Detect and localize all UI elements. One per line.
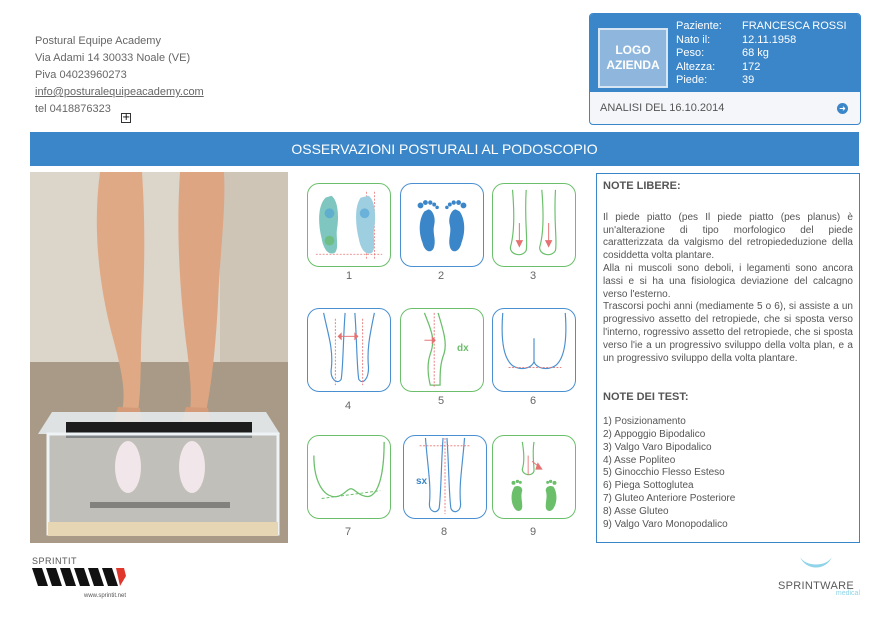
- test-thumbnail-2[interactable]: [400, 183, 484, 267]
- test-thumbnail-8[interactable]: [403, 435, 487, 519]
- sprintit-url: www.sprintit.net: [83, 593, 126, 599]
- patient-value: 172: [742, 60, 761, 73]
- test-thumbnail-6[interactable]: [492, 308, 576, 392]
- sprintware-sub: medical: [835, 590, 860, 597]
- thumbnail-number: 5: [437, 395, 445, 407]
- patient-value: FRANCESCA ROSSI: [742, 20, 847, 32]
- free-notes-title: NOTE LIBERE:: [603, 180, 681, 192]
- side-label-sx: sx: [416, 476, 428, 487]
- company-address: Via Adami 14 30033 Noale (VE): [35, 52, 191, 64]
- thumbnail-number: 4: [344, 400, 352, 412]
- heel-valgus-icon: [493, 184, 575, 266]
- sprintit-logo: [32, 556, 126, 600]
- thumbnail-number: 2: [437, 270, 445, 282]
- thumbnail-number: 6: [529, 395, 537, 407]
- company-info: [35, 33, 204, 118]
- test-thumbnail-3[interactable]: [492, 183, 576, 267]
- thumbnail-number: 9: [529, 526, 537, 538]
- footprint-pressure-icon: [308, 184, 390, 266]
- sprintit-brand: SPRINTIT: [32, 556, 78, 566]
- test-item: 7) Gluteo Anteriore Posteriore: [603, 492, 736, 504]
- free-notes-paragraph: Trascorsi pochi anni (mediamente 5 o 6), si assiste a un progressivo assetto del retropiede, che si sposta verso l'interno, rogressivo assetto del retropiede, che si sposta verso l'ie a un progressivo sviluppo della volta plan, e a un progressivo sviluppo della volta plantare.: [603, 301, 853, 364]
- expand-plus-icon[interactable]: +: [122, 112, 131, 123]
- patient-label: Piede:: [676, 74, 708, 86]
- test-thumbnail-4[interactable]: [307, 308, 391, 392]
- test-item: 2) Appoggio Bipodalico: [603, 428, 706, 440]
- patient-value: 12.11.1958: [742, 33, 797, 46]
- free-notes-paragraph: Alla ni muscoli sono deboli, i legamenti sono ancora lassi e si ha una fisiologica deviazione del calcagno verso l'esterno.: [603, 262, 853, 300]
- section-banner: OSSERVAZIONI POSTURALI AL PODOSCOPIO: [30, 132, 859, 166]
- monopodal-valgus-icon: [493, 436, 575, 518]
- test-item: 6) Piega Sottoglutea: [603, 480, 694, 492]
- test-notes-title: NOTE DEI TEST:: [603, 391, 689, 404]
- gluteal-profile-icon: [308, 436, 390, 518]
- test-thumbnail-5[interactable]: [400, 308, 484, 392]
- company-name: Postural Equipe Academy: [35, 35, 161, 47]
- test-item: 4) Asse Popliteo: [603, 454, 676, 466]
- podoscope-photo: [30, 172, 288, 543]
- sprintware-brand: SPRINTWARE: [778, 580, 854, 592]
- sprintware-logo: [772, 555, 860, 601]
- thumbnail-number: 3: [529, 270, 537, 282]
- arrow-right-icon[interactable]: ➜: [837, 103, 848, 114]
- gluteal-fold-icon: [493, 309, 575, 391]
- test-thumbnail-7[interactable]: [307, 435, 391, 519]
- test-item: 5) Ginocchio Flesso Esteso: [603, 467, 725, 479]
- sprintit-stripes-icon: [32, 566, 126, 588]
- free-notes-paragraph: Il piede piatto (pes Il piede piatto (pes planus) è un'alterazione di tipo morfologico del piede caratterizzata da valgismo del retropiededuzione della cosiddetta volta plantare.: [603, 211, 853, 262]
- test-item: 1) Posizionamento: [603, 416, 686, 428]
- company-email-link[interactable]: info@posturalequipeacademy.com: [35, 86, 204, 98]
- side-label-dx: dx: [457, 343, 469, 354]
- analysis-date: ANALISI DEL 16.10.2014: [600, 102, 725, 114]
- knee-flexion-icon: [401, 309, 483, 391]
- thumbnail-number: 1: [345, 270, 353, 282]
- patient-value: 39: [742, 74, 755, 86]
- notes-panel: [596, 173, 860, 543]
- test-thumbnail-9[interactable]: [492, 435, 576, 519]
- patient-header: [590, 14, 860, 92]
- patient-label: Paziente:: [676, 20, 722, 32]
- patient-value: 68 kg: [742, 47, 769, 59]
- sprintware-wave-icon: [796, 555, 836, 575]
- patient-card: [589, 13, 861, 125]
- test-item: 9) Valgo Varo Monopodalico: [603, 518, 728, 530]
- test-list: [603, 416, 853, 531]
- podoscope-photo-illustration: [30, 172, 288, 543]
- patient-info: [676, 20, 847, 88]
- thumbnail-number: 8: [440, 526, 448, 538]
- test-thumbnail-1[interactable]: [307, 183, 391, 267]
- company-phone: tel 0418876323: [35, 103, 111, 115]
- patient-label: Nato il:: [676, 33, 711, 46]
- patient-label: Altezza:: [676, 60, 716, 73]
- patient-label: Peso:: [676, 47, 705, 59]
- test-item: 3) Valgo Varo Bipodalico: [603, 441, 712, 453]
- footprints-icon: [401, 184, 483, 266]
- thumbnail-number: 7: [344, 526, 352, 538]
- test-item: 8) Asse Gluteo: [603, 505, 669, 517]
- popliteal-axis-icon: [308, 309, 390, 391]
- company-vat: Piva 04023960273: [35, 69, 127, 81]
- company-logo-placeholder: LOGO AZIENDA: [598, 28, 668, 88]
